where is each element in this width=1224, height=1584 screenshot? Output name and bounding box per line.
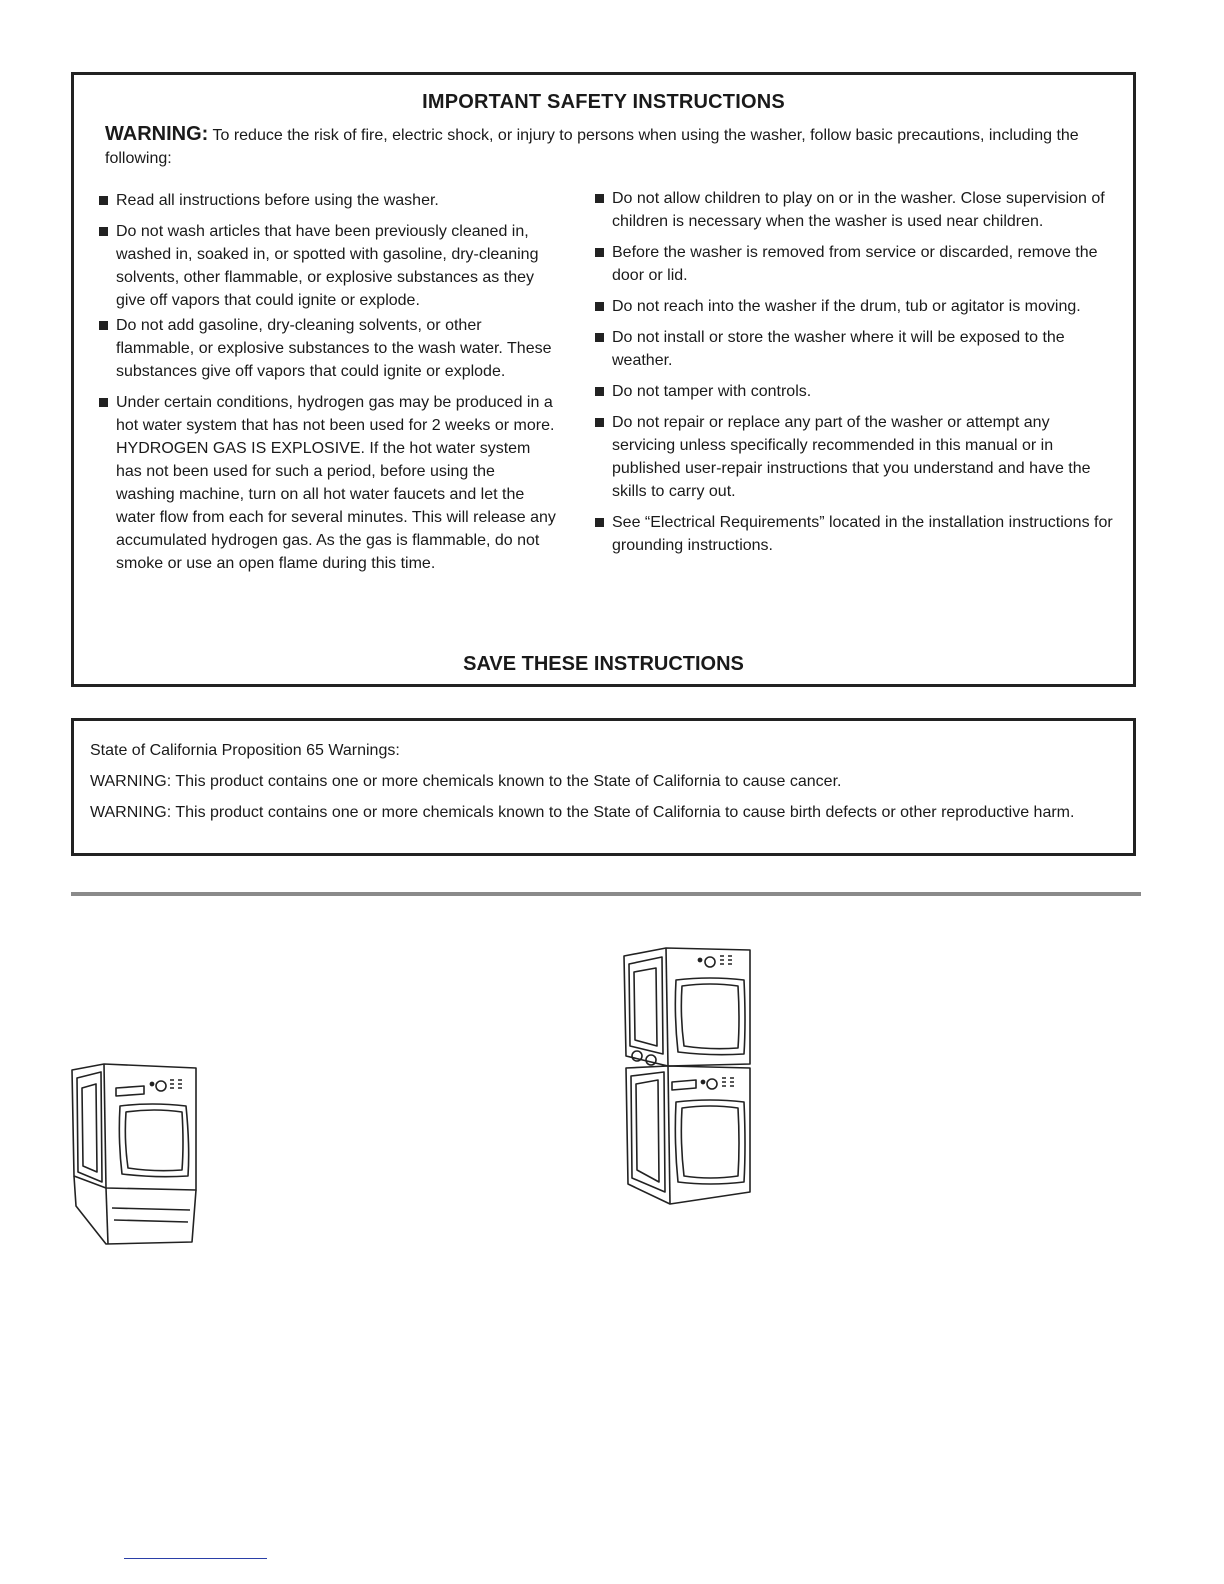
warning-intro	[105, 123, 1093, 170]
section-divider	[71, 892, 1141, 896]
list-item: Before the washer is removed from service or discarded, remove the door or lid.	[594, 241, 1114, 287]
list-item: Do not reach into the washer if the drum, tub or agitator is moving.	[594, 295, 1114, 318]
warning-text: To reduce the risk of fire, electric shock, or injury to persons when using the washer, follow basic precautions, including the following:	[105, 127, 1079, 167]
save-instructions-title: SAVE THESE INSTRUCTIONS	[463, 653, 744, 675]
prop65-heading: State of California Proposition 65 Warnings:	[90, 742, 400, 759]
warning-label: WARNING:	[105, 123, 209, 145]
footnote-rule	[124, 1558, 267, 1559]
list-item: Do not add gasoline, dry-cleaning solvents, or other flammable, or explosive substances to the wash water. These substances give off vapors that could ignite or explode.	[98, 314, 558, 383]
left-column	[98, 189, 558, 583]
list-item: Do not repair or replace any part of the washer or attempt any servicing unless specifically recommended in this manual or in published user-repair instructions that you understand and have the skills to carry out.	[594, 411, 1114, 503]
safety-instructions-box	[71, 72, 1136, 687]
list-item: Read all instructions before using the washer.	[98, 189, 558, 212]
list-item: Do not allow children to play on or in the washer. Close supervision of children is necessary when the washer is used near children.	[594, 187, 1114, 233]
list-item: Do not install or store the washer where it will be exposed to the weather.	[594, 326, 1114, 372]
safety-title: IMPORTANT SAFETY INSTRUCTIONS	[422, 91, 785, 113]
prop65-cancer-warning: WARNING: This product contains one or more chemicals known to the State of California to cause cancer.	[90, 773, 842, 790]
washer-on-pedestal-illustration	[64, 1058, 204, 1253]
stacked-washer-dryer-illustration	[618, 942, 758, 1210]
list-item: See “Electrical Requirements” located in the installation instructions for grounding instructions.	[594, 511, 1114, 557]
right-column	[594, 187, 1114, 565]
list-item: Do not tamper with controls.	[594, 380, 1114, 403]
list-item: Under certain conditions, hydrogen gas may be produced in a hot water system that has not been used for 2 weeks or more. HYDROGEN GAS IS EXPLOSIVE. If the hot water system has not been used for such a period, before using the washing machine, turn on all hot water faucets and let the water flow from each for several minutes. This will release any accumulated hydrogen gas. As the gas is flammable, do not smoke or use an open flame during this time.	[98, 391, 558, 575]
list-item: Do not wash articles that have been previously cleaned in, washed in, soaked in, or spotted with gasoline, dry-cleaning solvents, other flammable, or explosive substances as they give off vapors that could ignite or explode.	[98, 220, 558, 312]
prop65-warning-box	[71, 718, 1136, 856]
prop65-birth-warning: WARNING: This product contains one or more chemicals known to the State of California to cause birth defects or other reproductive harm.	[90, 804, 1075, 821]
